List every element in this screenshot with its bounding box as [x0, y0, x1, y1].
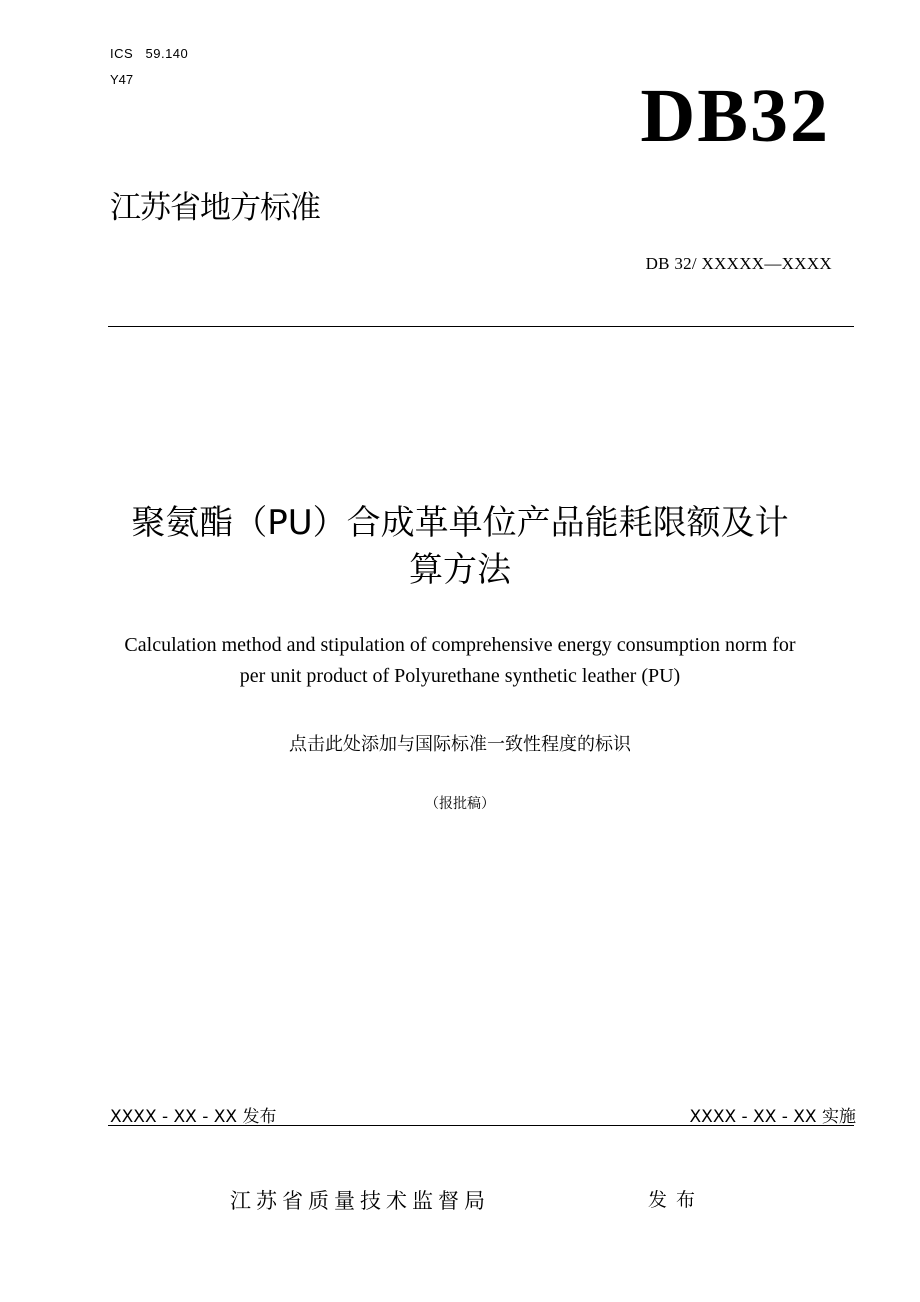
implementation-date: XXXX - XX - XX 实施	[689, 1107, 856, 1127]
title-english	[60, 630, 860, 692]
title-english-line2: per unit product of Polyurethane synthetic leather (PU)	[239, 665, 681, 687]
title-chinese	[60, 500, 860, 594]
classification-code: Y47	[110, 72, 134, 87]
draft-status: （报批稿）	[425, 796, 495, 812]
db-logo: DB32	[640, 74, 830, 158]
standard-number: DB 32/ XXXXX—XXXX	[645, 254, 832, 273]
title-english-line1: Calculation method and stipulation of comprehensive energy consumption norm for	[124, 634, 796, 656]
title-chinese-line2: 算方法	[409, 550, 511, 590]
header-divider	[108, 326, 854, 327]
ics-code: ICS 59.140	[110, 46, 189, 61]
issue-date: XXXX - XX - XX 发布	[110, 1107, 277, 1127]
footer-divider	[108, 1125, 854, 1126]
consistency-placeholder[interactable]: 点击此处添加与国际标准一致性程度的标识	[289, 734, 631, 755]
issuing-authority: 江苏省质量技术监督局	[230, 1189, 490, 1213]
standard-type: 江苏省地方标准	[110, 190, 320, 226]
title-chinese-line1: 聚氨酯（PU）合成革单位产品能耗限额及计	[131, 503, 789, 543]
publish-label: 发布	[648, 1189, 705, 1211]
